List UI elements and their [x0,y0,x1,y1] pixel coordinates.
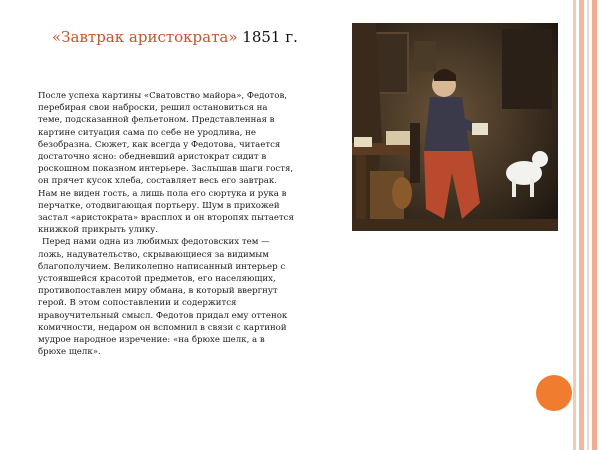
paragraph-1: После успеха картины «Сватовство майора», Федотов, перебирая свои наброски, решил остановиться на теме, подсказанной фельетоном. Представленная в картине ситуация сама по себе не уродлива, не безобразна. Сюжет, как всегда у Федотова, читается достаточно ясно: обедневший аристократ сидит в роскошном показном интерьере. Заслышав шаги гостя, он прячет кусок хлеба, составляет весь его завтрак. Нам не виден гость, а лишь пола его сюртука и рука в перчатке, отодвигающая портьеру. Шум в прихожей застал «аристократа» врасплох и он второпях пытается книжкой прикрыть улику. [38,91,294,236]
decorative-stripe [592,0,597,450]
decorative-stripe [573,0,576,450]
painting-image [352,23,558,231]
painting-year: 1851 г. [242,28,298,46]
slide-title [52,28,352,46]
painting-title: «Завтрак аристократа» [52,28,238,46]
decorative-stripe [579,0,584,450]
description-text [38,90,294,358]
paragraph-2: Перед нами одна из любимых федотовских тем — ложь, надувательство, скрывающиеся за видимым благополучием. Великолепно написанный интерьер с устоявшейся красотой предметов, его населяющих, противопоставлен миру обмана, в который ввергнут герой. В этом сопоставлении и содержится нравоучительный смысл. Федотов придал ему оттенок комичности, недаром он вспомнил в связи с картиной мудрое народное изречение: «на брюхе шелк, а в брюхе щелк». [38,237,288,358]
decorative-circle [536,375,572,411]
decorative-stripe [587,0,589,450]
